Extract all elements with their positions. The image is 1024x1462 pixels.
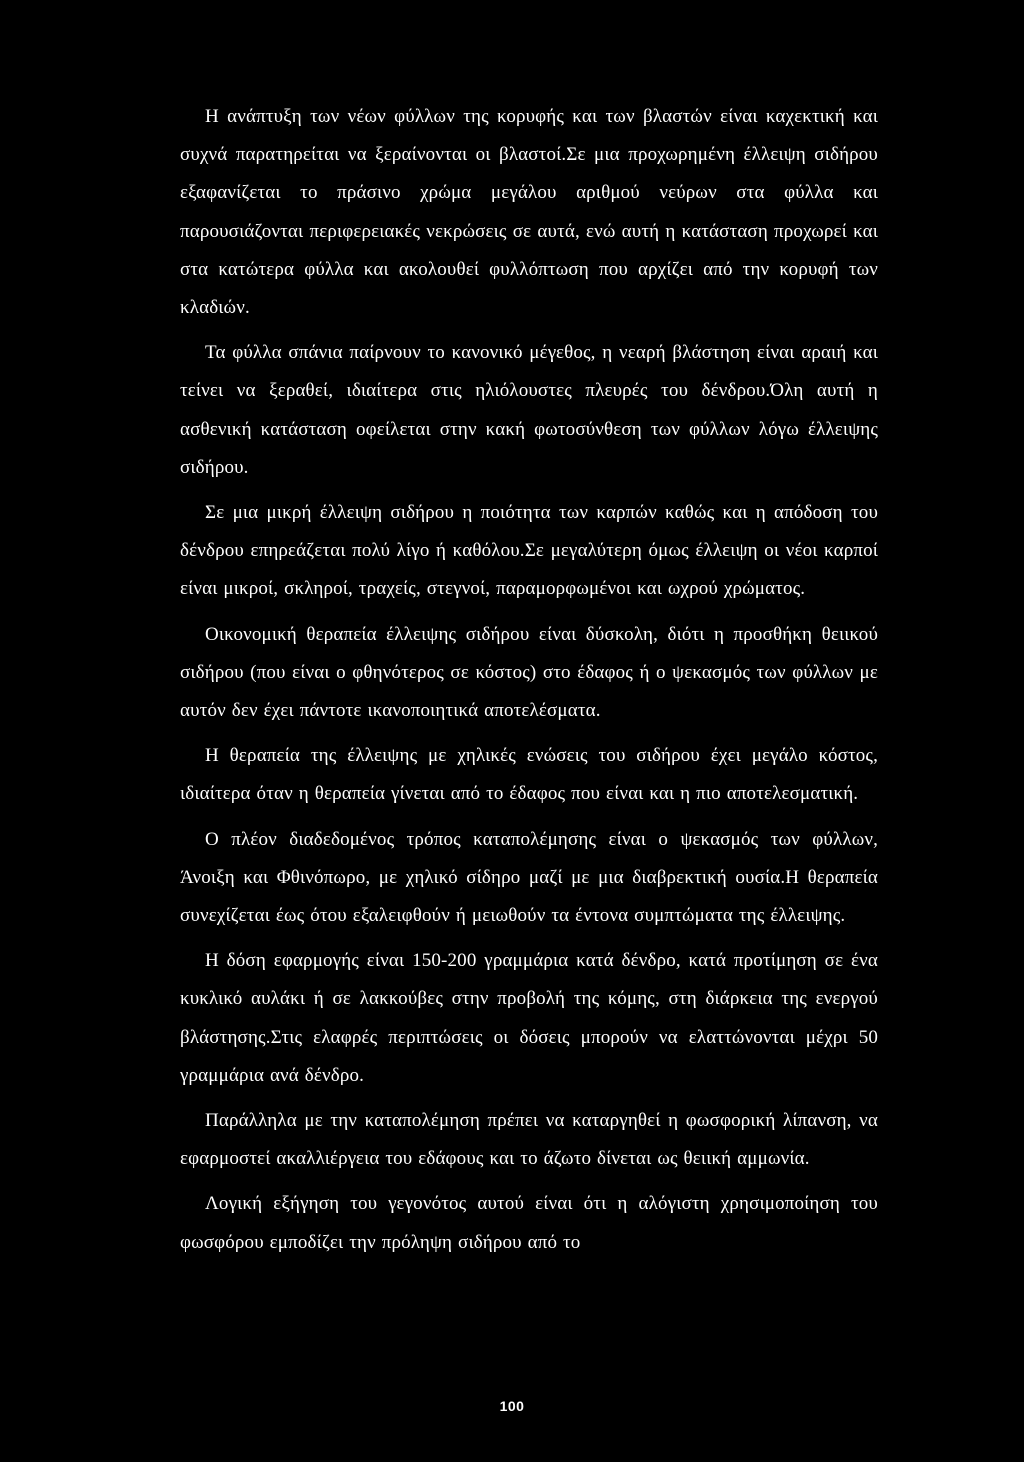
- paragraph-3: Σε μια μικρή έλλειψη σιδήρου η ποιότητα των καρπών καθώς και η απόδοση του δένδρου επηρεάζεται πολύ λίγο ή καθόλου.Σε μεγαλύτερη όμως έλλειψη οι νέοι καρποί είναι μικροί, σκληροί, τραχείς, στεγνοί, παραμορφωμένοι και ωχρού χρώματος.: [180, 502, 878, 600]
- paragraph-5: Η θεραπεία της έλλειψης με χηλικές ενώσεις του σιδήρου έχει μεγάλο κόστος, ιδιαίτερα όταν η θεραπεία γίνεται από το έδαφος που είναι και η πιο αποτελεσματική.: [180, 745, 878, 805]
- paragraph-2: Τα φύλλα σπάνια παίρνουν το κανονικό μέγεθος, η νεαρή βλάστηση είναι αραιή και τείνει να ξεραθεί, ιδιαίτερα στις ηλιόλουστες πλευρές του δένδρου.Όλη αυτή η ασθενική κατάσταση οφείλεται στην κακή φωτοσύνθεση των φύλλων λόγω έλλειψης σιδήρου.: [180, 342, 878, 478]
- paragraph-9: Λογική εξήγηση του γεγονότος αυτού είναι ότι η αλόγιστη χρησιμοποίηση του φωσφόρου εμποδίζει την πρόληψη σιδήρου από το: [180, 1193, 878, 1253]
- paragraph-4: Οικονομική θεραπεία έλλειψης σιδήρου είναι δύσκολη, διότι η προσθήκη θειικού σιδήρου (που είναι ο φθηνότερος σε κόστος) στο έδαφος ή ο ψεκασμός των φύλλων με αυτόν δεν έχει πάντοτε ικανοποιητικά αποτελέσματα.: [180, 623, 878, 722]
- paragraph-6: Ο πλέον διαδεδομένος τρόπος καταπολέμησης είναι ο ψεκασμός των φύλλων, Άνοιξη και Φθινόπωρο, με χηλικό σίδηρο μαζί με μια διαβρεκτική ουσία.Η θεραπεία συνεχίζεται έως ότου εξαλειφθούν ή μειωθούν τα έντονα συμπτώματα της έλλειψης.: [180, 828, 878, 927]
- paragraph-8: Παράλληλα με την καταπολέμηση πρέπει να καταργηθεί η φωσφορική λίπανση, να εφαρμοστεί ακαλλιέργεια του εδάφους και το άζωτο δίνεται ως θειική αμμωνία.: [180, 1110, 878, 1170]
- page-number: 100: [499, 1398, 525, 1414]
- paragraph-7: Η δόση εφαρμογής είναι 150-200 γραμμάρια κατά δένδρο, κατά προτίμηση σε ένα κυκλικό αυλάκι ή σε λακκούβες στην προβολή της κόμης, στη διάρκεια της ενεργού βλάστησης.Στις ελαφρές περιπτώσεις οι δόσεις μπορούν να ελαττώνονται μέχρι 50 γραμμάρια ανά δένδρο.: [180, 950, 878, 1086]
- paragraph-1: Η ανάπτυξη των νέων φύλλων της κορυφής και των βλαστών είναι καχεκτική και συχνά παρατηρείται να ξεραίνονται οι βλαστοί.Σε μια προχωρημένη έλλειψη σιδήρου εξαφανίζεται το πράσινο χρώμα μεγάλου αριθμού νεύρων στα φύλλα και παρουσιάζονται περιφερειακές νεκρώσεις σε αυτά, ενώ αυτή η κατάσταση προχωρεί και στα κατώτερα φύλλα και ακολουθεί φυλλόπτωση που αρχίζει από την κορυφή των κλαδιών.: [180, 106, 878, 319]
- document-body: [180, 98, 878, 1269]
